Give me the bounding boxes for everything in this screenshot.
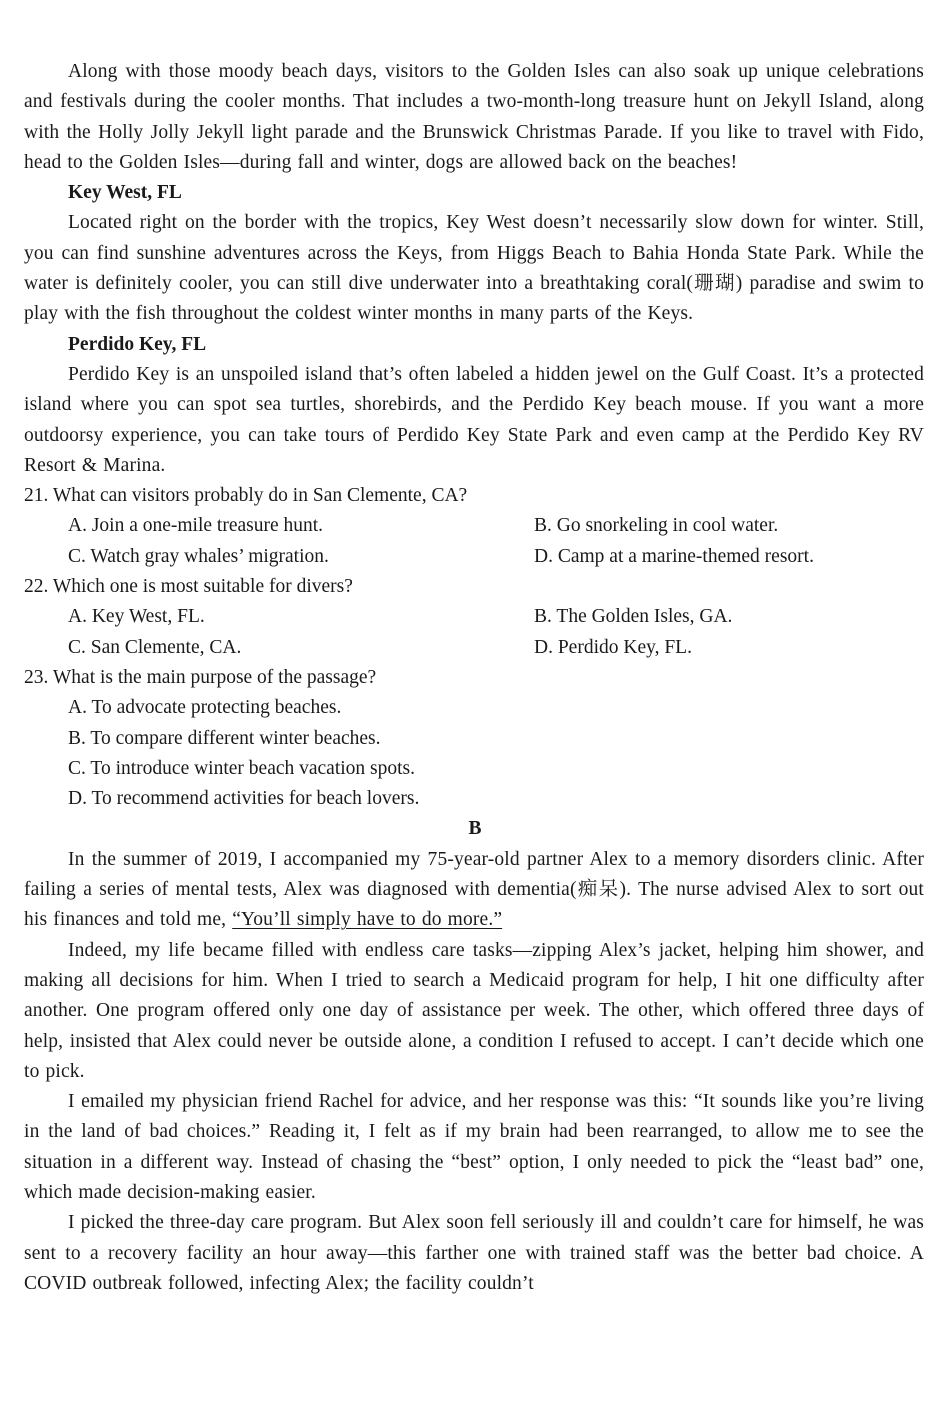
perdido-key-heading: Perdido Key, FL — [68, 333, 207, 355]
underlined-quote: “You’ll simply have to do more.” — [232, 909, 503, 931]
key-west-paragraph: Located right on the border with the tropics, Key West doesn’t necessarily slow down for winter. Still, you can find sunshine adventures across the Keys, from Higgs Beach to Bahia Honda State Park. While the water is definitely cooler, you can still dive underwater into a breathtaking coral(珊瑚) paradise and swim to play with the fish throughout the coldest winter months in many parts of the Keys. — [24, 212, 924, 325]
option-21-b: B. Go snorkeling in cool water. — [534, 515, 779, 537]
question-22: 22. Which one is most suitable for divers? — [24, 576, 353, 598]
option-23-a: A. To advocate protecting beaches. — [68, 697, 342, 719]
perdido-key-paragraph: Perdido Key is an unspoiled island that’s often labeled a hidden jewel on the Gulf Coast. It’s a protected island where you can spot sea turtles, shorebirds, and the Perdido Key beach mouse. If you want a more outdoorsy experience, you can take tours of Perdido Key State Park and even camp at the Perdido Key RV Resort & Marina. — [24, 363, 924, 476]
option-23-c: C. To introduce winter beach vacation spots. — [68, 757, 416, 779]
option-22-c: C. San Clemente, CA. — [68, 636, 242, 658]
question-22-options-row-2 — [0, 633, 950, 663]
question-21-options-row-2 — [0, 542, 950, 572]
option-22-b: B. The Golden Isles, GA. — [534, 606, 733, 628]
passage-b-paragraph-1 — [0, 845, 950, 936]
key-west-heading: Key West, FL — [68, 182, 182, 204]
option-21-d: D. Camp at a marine-themed resort. — [534, 545, 814, 567]
passage-b-paragraph-2: Indeed, my life became filled with endless care tasks—zipping Alex’s jacket, helping him shower, and making all decisions for him. When I tried to search a Medicaid program for help, I hit one difficulty after another. One program offered only one day of assistance per week. The other, which offered three days of help, insisted that Alex could never be outside alone, a condition I refused to accept. I can’t decide which one to pick. — [24, 939, 924, 1082]
option-22-a: A. Key West, FL. — [68, 606, 205, 628]
question-21-options-row-1 — [0, 511, 950, 541]
passage-b-paragraph-1-text: In the summer of 2019, I accompanied my 75-year-old partner Alex to a memory disorders clinic. After failing a series of mental tests, Alex was diagnosed with dementia(痴呆). The nurse advised Alex to sort out his finances and told me, — [24, 848, 924, 931]
option-23-b: B. To compare different winter beaches. — [68, 727, 381, 749]
option-21-c: C. Watch gray whales’ migration. — [68, 545, 329, 567]
option-23-d: D. To recommend activities for beach lovers. — [68, 788, 420, 810]
golden-isles-paragraph: Along with those moody beach days, visitors to the Golden Isles can also soak up unique celebrations and festivals during the cooler months. That includes a two-month-long treasure hunt on Jekyll Island, along with the Holly Jolly Jekyll light parade and the Brunswick Christmas Parade. If you like to travel with Fido, head to the Golden Isles—during fall and winter, dogs are allowed back on the beaches! — [24, 61, 924, 173]
section-b-heading: B — [468, 818, 482, 840]
option-21-a: A. Join a one-mile treasure hunt. — [68, 515, 324, 537]
option-22-d: D. Perdido Key, FL. — [534, 636, 692, 658]
question-21: 21. What can visitors probably do in San Clemente, CA? — [24, 485, 468, 507]
question-22-options-row-1 — [0, 602, 950, 632]
passage-b-paragraph-4: I picked the three-day care program. But Alex soon fell seriously ill and couldn’t care for himself, he was sent to a recovery facility an hour away—this farther one with trained staff was the better bad choice. A COVID outbreak followed, infecting Alex; the facility couldn’t — [24, 1212, 924, 1294]
passage-b-paragraph-3: I emailed my physician friend Rachel for advice, and her response was this: “It sounds like you’re living in the land of bad choices.” Reading it, I felt as if my brain had been rearranged, to allow me to see the situation in a different way. Instead of chasing the “best” option, I only needed to pick the “least bad” one, which made decision-making easier. — [24, 1091, 924, 1203]
question-23: 23. What is the main purpose of the passage? — [24, 666, 377, 688]
